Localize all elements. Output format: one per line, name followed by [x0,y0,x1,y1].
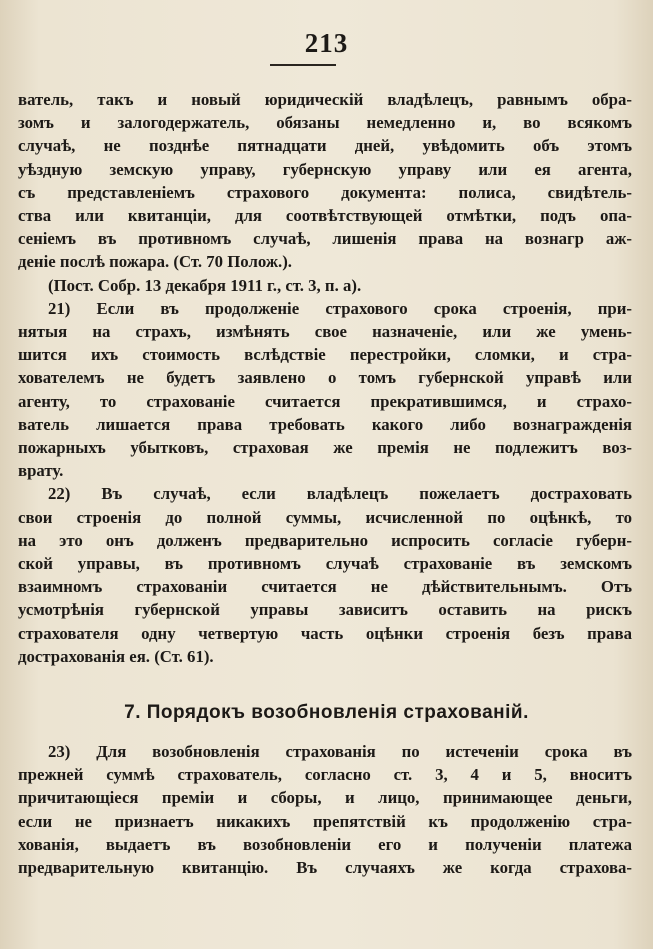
text-line: если не признаетъ никакихъ препятствій къ продолженію стра- [18,811,632,831]
text-line: пожарныхъ убытковъ, страховая же премія не подлежитъ воз- [18,438,632,458]
text-line: деніе послѣ пожара. (Ст. 70 Полож.). [18,252,293,272]
paragraph-22-start: 22) Въ случаѣ, если владѣлецъ пожелаетъ дострахoвать [48,484,632,504]
text-line: зомъ и залогодержатель, обязаны немедленно и, во всякомъ [18,113,632,133]
text-line: нятыя на страхъ, измѣнять свое назначеніе, или же умень- [18,322,632,342]
text-line: врату. [18,461,64,481]
paragraph-23-start: 23) Для возобновленія страхованія по истеченіи срока въ [48,742,632,761]
section-heading: 7. Порядокъ возобновленія страхованій. [124,702,529,723]
text-line: сеніемъ въ противномъ случаѣ, лишенія права на вознагр аж- [18,229,632,249]
text-line: ватель лишается права требовать какого либо вознагражденія [18,414,632,434]
text-line: дострахованія ея. (Ст. 61). [18,646,214,666]
text-line: хователемъ не будетъ заявлено о томъ губернской управѣ или [18,368,632,388]
text-line: причитающіеся преміи и сборы, и лицо, принимающее деньги, [18,788,632,808]
text-line: агенту, то страхованіе считается прекратившимся, и страхо- [18,391,632,411]
text-line: шится ихъ стоимость вслѣдствіе перестройки, сломки, и стра- [18,345,632,365]
text-line: свои строенія до полной суммы, исчисленной по оцѣнкѣ, то [18,507,632,527]
text-line: ской управы, въ противномъ случаѣ страхованіе въ земскомъ [18,554,632,574]
paragraph-21-start: 21) Если въ продолженіе страхового срока строенія, при- [48,298,632,318]
text-line: ства или квитанціи, для соотвѣтствующей отмѣтки, подъ опа- [18,206,632,226]
body-text-upper [18,88,632,668]
text-line: на это онъ долженъ предварительно испросить согласіе губерн- [18,530,632,550]
text-line: взаимномъ страхованіи считается не дѣйствительнымъ. Отъ [18,577,632,597]
text-line: усмотрѣнія губернской управы зависитъ оставить на рискъ [18,600,632,620]
text-line: предварительную квитанцію. Въ случаяхъ же когда страхова- [18,858,632,878]
text-line: ватель, такъ и новый юридическій владѣлецъ, равнымъ обра- [18,90,632,109]
text-line: страхователя одну четвертую часть оцѣнки строенія безъ права [18,623,632,643]
body-text-lower [18,740,632,879]
citation-line: (Пост. Собр. 13 декабря 1911 г., ст. 3, п. а). [48,275,362,295]
text-line: съ представленіемъ страхового документа: полиса, свидѣтель- [18,182,632,202]
page-number: 213 [304,28,349,58]
text-line: случаѣ, не позднѣе пятнадцати дней, увѣдомить объ этомъ [18,136,632,156]
text-line: прежней суммѣ страхователь, согласно ст. 3, 4 и 5, вноситъ [18,765,632,785]
text-line: уѣздную земскую управу, губернскую управу или ея агента, [18,159,632,179]
page-number-underline [270,64,336,66]
text-line: хованія, выдаетъ въ возобновленіи его и полученіи платежа [18,834,632,854]
